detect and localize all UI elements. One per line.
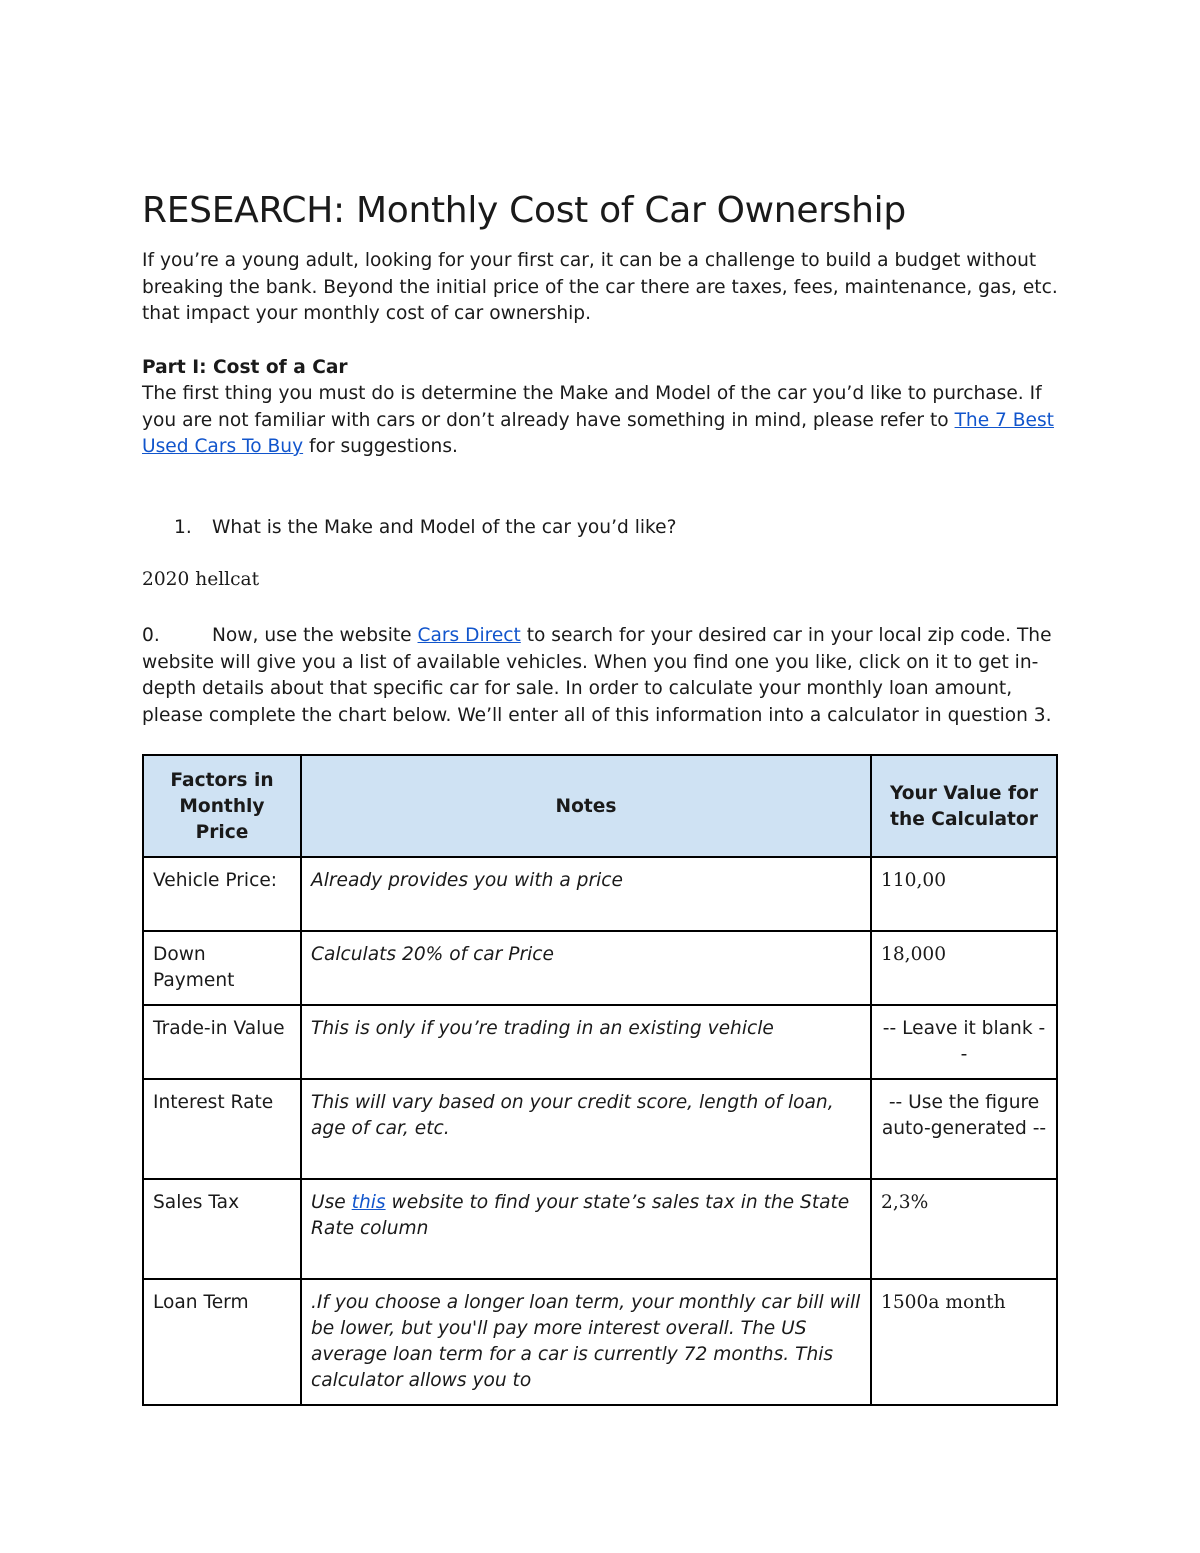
part1-text-before: The first thing you must do is determine the Make and Model of the car you’d like to purchase. If you are not familiar with cars or don’t already have something in mind, please refer to: [142, 383, 1042, 431]
table-row: [143, 1005, 1057, 1079]
notes-cell: .If you choose a longer loan term, your monthly car bill will be lower, but you'll pay more interest overall. The US average loan term for a car is currently 72 months. This calculator allows you to: [301, 1279, 871, 1405]
table-header-row: [143, 755, 1057, 857]
notes-cell: Calculats 20% of car Price: [301, 931, 871, 1005]
best-used-cars-link[interactable]: The 7 Best Used Cars To Buy: [142, 409, 1054, 457]
value-cell[interactable]: 2,3%: [871, 1179, 1057, 1279]
part1-heading: Part I: Cost of a Car: [142, 357, 348, 378]
factor-cell: Interest Rate: [143, 1079, 301, 1179]
header-value: Your Value for the Calculator: [871, 755, 1057, 857]
part1-text-after: for suggestions.: [303, 436, 458, 457]
notes-cell: [301, 1179, 871, 1279]
value-cell[interactable]: -- Use the figure auto-generated --: [871, 1079, 1057, 1179]
question-2-text-after: to search for your desired car in your local zip code. The website will give you a list of available vehicles. When you find one you like, click on it to get in-depth details about that specific car for sale. In order to calculate your monthly loan amount, please complete the chart below. We’ll enter all of this information into a calculator in question 3.: [142, 625, 1052, 726]
header-factors: Factors in Monthly Price: [143, 755, 301, 857]
question-1-number: 1.: [174, 517, 192, 538]
question-2: [142, 623, 1058, 729]
sales-tax-note-before: Use: [311, 1192, 352, 1213]
part1-paragraph: [142, 381, 1058, 461]
question-1-answer: 2020 hellcat: [142, 569, 260, 590]
question-1-text: What is the Make and Model of the car you’d like?: [212, 517, 677, 538]
question-2-text-before: Now, use the website: [212, 625, 418, 646]
table-row: [143, 857, 1057, 931]
question-2-number: 0.: [142, 625, 160, 646]
notes-cell: This is only if you’re trading in an existing vehicle: [301, 1005, 871, 1079]
factor-cell: Vehicle Price:: [143, 857, 301, 931]
factor-cell: Sales Tax: [143, 1179, 301, 1279]
notes-cell: This will vary based on your credit score, length of loan, age of car, etc.: [301, 1079, 871, 1179]
value-cell[interactable]: -- Leave it blank --: [871, 1005, 1057, 1079]
header-notes: Notes: [301, 755, 871, 857]
factor-cell: Down Payment: [143, 931, 301, 1005]
factor-cell: Trade-in Value: [143, 1005, 301, 1079]
table-row: [143, 1279, 1057, 1405]
page-title: RESEARCH: Monthly Cost of Car Ownership: [142, 190, 906, 231]
notes-cell: Already provides you with a price: [301, 857, 871, 931]
factor-cell: Loan Term: [143, 1279, 301, 1405]
cars-direct-link[interactable]: Cars Direct: [417, 625, 521, 646]
table-row: [143, 931, 1057, 1005]
value-cell[interactable]: 1500a month: [871, 1279, 1057, 1405]
question-1: [174, 515, 676, 541]
sales-tax-note-after: website to find your state’s sales tax in the State Rate column: [311, 1192, 850, 1239]
value-cell[interactable]: 18,000: [871, 931, 1057, 1005]
sales-tax-link[interactable]: this: [351, 1192, 386, 1213]
table-row: [143, 1079, 1057, 1179]
intro-paragraph: If you’re a young adult, looking for your first car, it can be a challenge to build a budget without breaking the bank. Beyond the initial price of the car there are taxes, fees, maintenance, gas, etc. that impact your monthly cost of car ownership.: [142, 250, 1058, 324]
value-cell[interactable]: 110,00: [871, 857, 1057, 931]
factors-table: [142, 754, 1058, 1406]
table-row: [143, 1179, 1057, 1279]
